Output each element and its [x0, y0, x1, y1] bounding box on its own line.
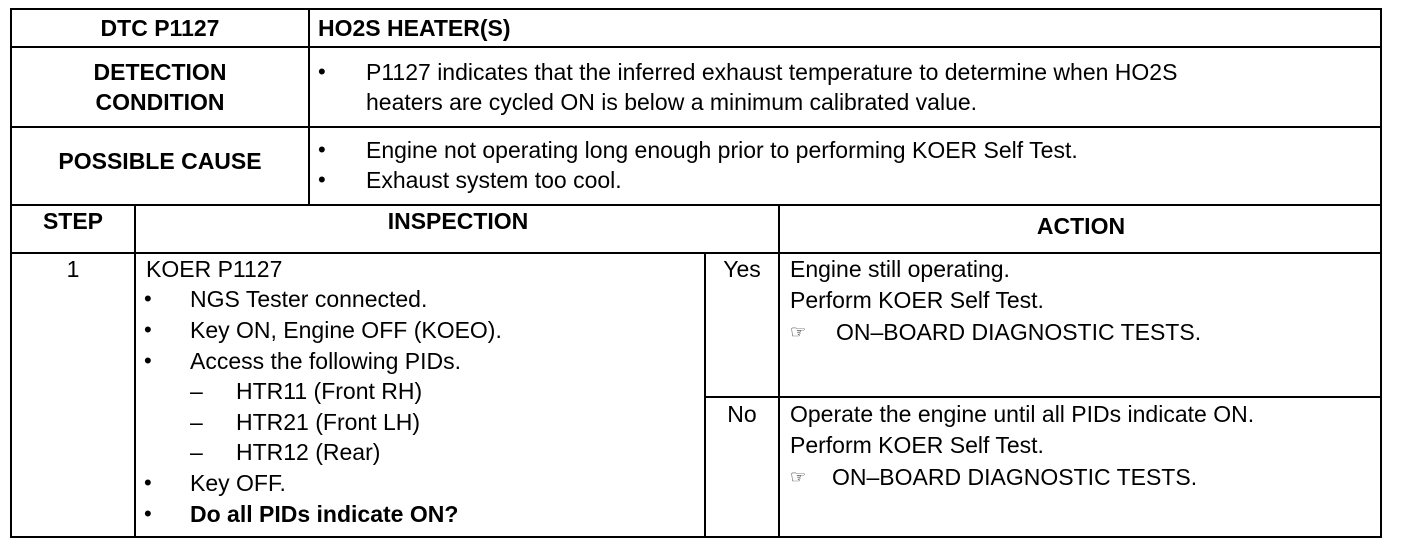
inspection-item: NGS Tester connected. — [190, 286, 428, 312]
bullet-icon: • — [144, 348, 152, 373]
yes-label: Yes — [723, 256, 761, 282]
dtc-label: DTC P1127 — [100, 15, 220, 41]
no-action-reference: ON–BOARD DIAGNOSTIC TESTS. — [832, 464, 1198, 490]
inspection-question: Do all PIDs indicate ON? — [190, 501, 459, 527]
bullet-icon: • — [144, 470, 152, 495]
table-border-bottom — [10, 536, 1382, 538]
no-action-line: Perform KOER Self Test. — [790, 432, 1044, 458]
dash-icon: – — [190, 439, 203, 465]
detection-label-line2: CONDITION — [95, 89, 225, 115]
bullet-icon: • — [318, 167, 326, 192]
bullet-icon: • — [144, 317, 152, 342]
cause-item: Exhaust system too cool. — [366, 167, 622, 193]
pointing-hand-icon: ☞ — [790, 322, 807, 342]
bullet-icon: • — [318, 137, 326, 162]
pointing-hand-icon: ☞ — [790, 467, 807, 487]
pid-item: HTR11 (Front RH) — [236, 378, 423, 404]
step-number: 1 — [66, 256, 80, 282]
step-column-header: STEP — [42, 208, 104, 234]
detection-text-line2: heaters are cycled ON is below a minimum calibrated value. — [366, 89, 978, 115]
inspection-item: Key OFF. — [190, 470, 286, 496]
row-divider — [10, 126, 1382, 128]
bullet-icon: • — [144, 286, 152, 311]
dash-icon: – — [190, 378, 203, 404]
table-border-top — [10, 8, 1382, 10]
no-action-line: Operate the engine until all PIDs indicate ON. — [790, 401, 1255, 427]
yes-action-line: Engine still operating. — [790, 256, 1010, 282]
bullet-icon: • — [144, 501, 152, 526]
col-divider — [704, 252, 706, 538]
yes-action-line: Perform KOER Self Test. — [790, 287, 1044, 313]
dtc-title: HO2S HEATER(S) — [318, 15, 511, 41]
detection-label-line1: DETECTION — [93, 59, 227, 85]
no-label: No — [727, 401, 757, 427]
possible-cause-label: POSSIBLE CAUSE — [58, 148, 262, 174]
inspection-item: Key ON, Engine OFF (KOEO). — [190, 317, 502, 343]
bullet-icon: • — [318, 59, 326, 84]
dtc-table — [10, 8, 1382, 538]
detection-text-line1: P1127 indicates that the inferred exhaust temperature to determine when HO2S — [366, 59, 1178, 85]
inspection-title: KOER P1127 — [146, 256, 283, 282]
pid-item: HTR21 (Front LH) — [236, 409, 421, 435]
cause-item: Engine not operating long enough prior to performing KOER Self Test. — [366, 137, 1078, 163]
table-border-right — [1380, 8, 1382, 538]
inspection-column-header: INSPECTION — [387, 208, 529, 234]
row-divider — [10, 46, 1382, 48]
col-divider — [778, 204, 780, 538]
yes-action-reference: ON–BOARD DIAGNOSTIC TESTS. — [836, 319, 1202, 345]
pid-item: HTR12 (Rear) — [236, 439, 381, 465]
yes-no-divider — [704, 396, 1382, 398]
action-column-header: ACTION — [1036, 213, 1126, 239]
inspection-item: Access the following PIDs. — [190, 348, 462, 374]
dash-icon: – — [190, 409, 203, 435]
